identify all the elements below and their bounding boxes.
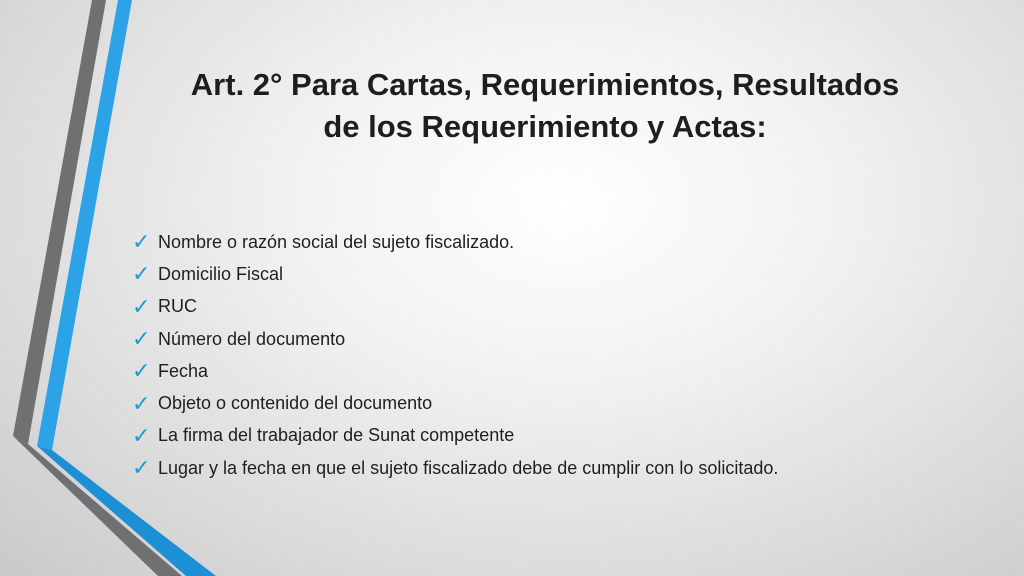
checkmark-icon: ✓ (132, 326, 151, 352)
list-item-text: La firma del trabajador de Sunat competente (158, 425, 515, 446)
checkmark-icon: ✓ (132, 422, 151, 448)
list-item-text: RUC (158, 296, 197, 317)
list-item (132, 291, 992, 323)
checkmark-icon: ✓ (132, 293, 151, 319)
list-item-text: Domicilio Fiscal (158, 263, 284, 284)
slide-title-line-2: de los Requerimiento y Actas: (323, 109, 767, 144)
list-item-text: Número del documento (158, 328, 346, 349)
checkmark-icon: ✓ (132, 229, 151, 255)
list-item-text: Fecha (158, 360, 209, 381)
list-item (132, 258, 992, 290)
slide-title (140, 64, 950, 148)
list-item (132, 323, 992, 355)
checkmark-icon: ✓ (132, 390, 151, 416)
slide-title-line-1: Art. 2° Para Cartas, Requerimientos, Resultados (190, 67, 900, 102)
list-item (132, 420, 992, 452)
list-item (132, 387, 992, 419)
requirements-checklist (132, 226, 992, 484)
checkmark-icon: ✓ (132, 261, 151, 287)
list-item-text: Nombre o razón social del sujeto fiscalizado. (158, 231, 515, 252)
list-item (132, 452, 992, 484)
checkmark-icon: ✓ (132, 358, 151, 384)
checkmark-icon: ✓ (132, 455, 151, 481)
list-item (132, 355, 992, 387)
list-item-text: Lugar y la fecha en que el sujeto fiscalizado debe de cumplir con lo solicitado. (158, 457, 779, 478)
list-item (132, 226, 992, 258)
list-item-text: Objeto o contenido del documento (158, 393, 433, 414)
